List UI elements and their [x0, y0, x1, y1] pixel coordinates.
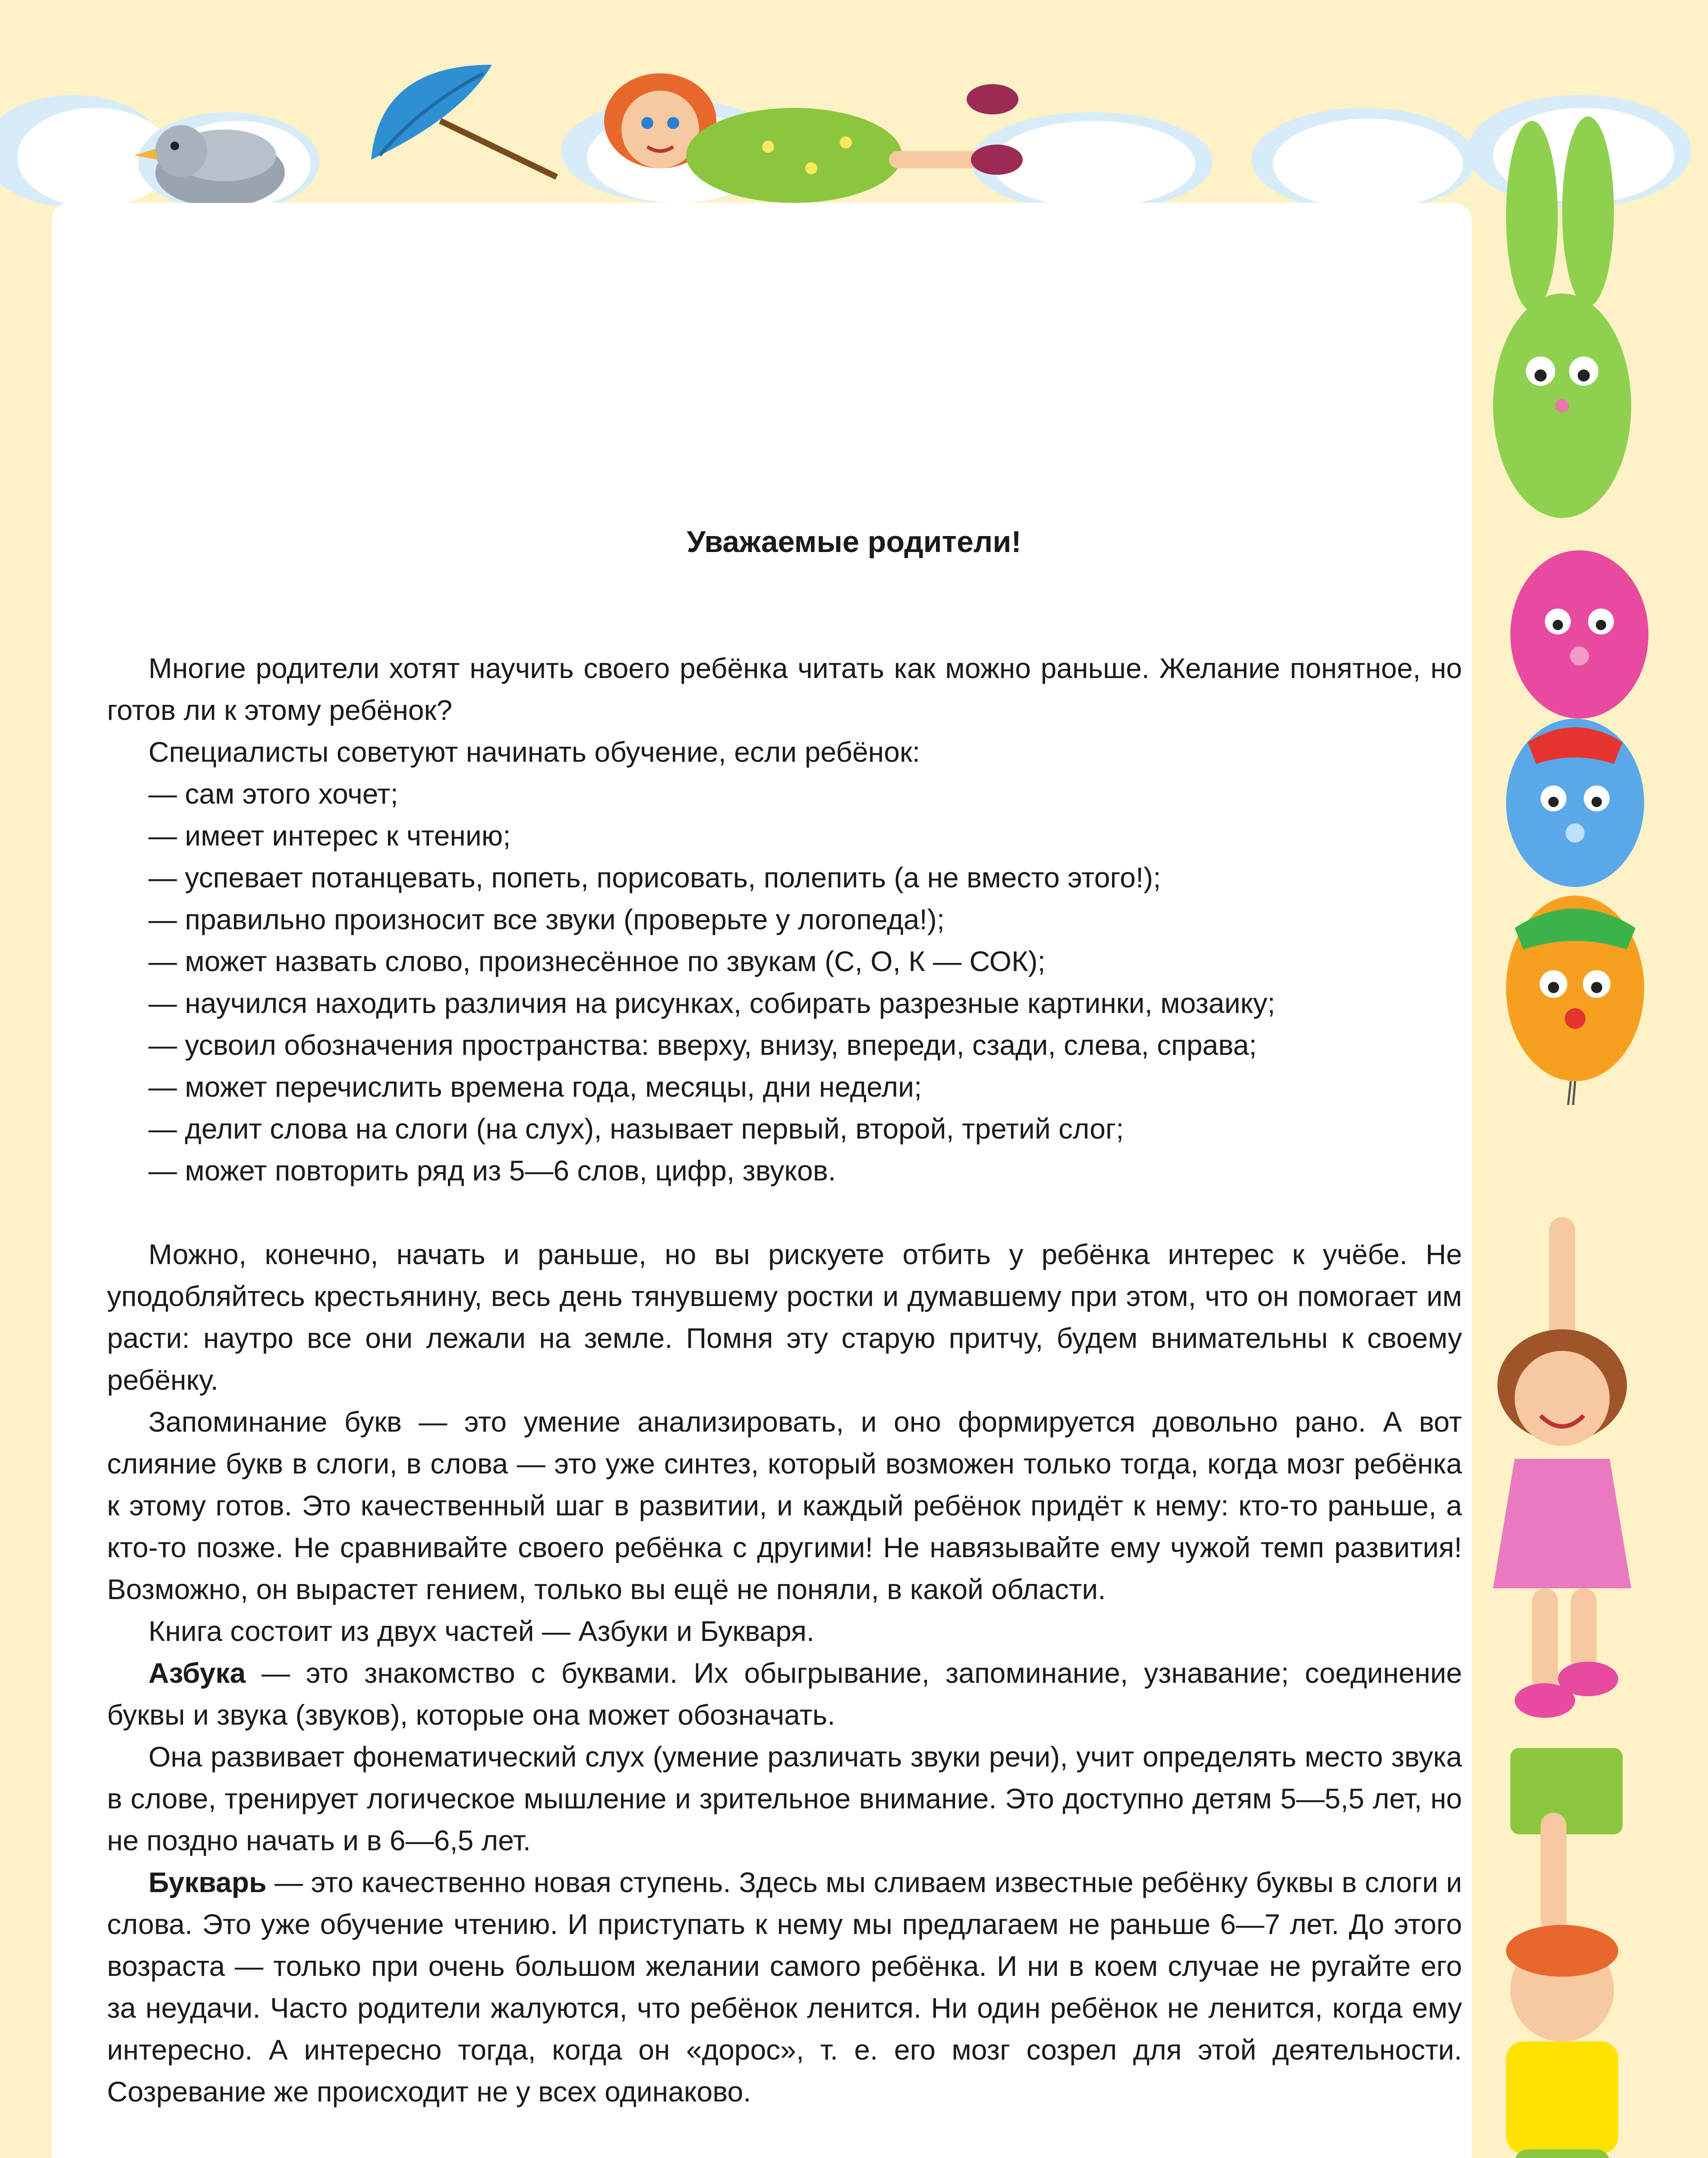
azbuka-description: — это знакомство с буквами. Их обыгрывание, запоминание, узнавание; соединение буквы и звука (звуков), которые она может обозначать.: [107, 1657, 1462, 1731]
paragraph-azbuka: [107, 1652, 1462, 1736]
paragraph-synthesis: Запоминание букв — это умение анализировать, и оно формируется довольно рано. А вот слияние букв в слоги, в слова — это уже синтез, который возможен только тогда, когда мозг ребёнка к этому готов. Это качественный шаг в развитии, и каждый ребёнок придёт к нему: кто-то раньше, а кто-то позже. Не сравнивайте своего ребёнка с другими! Не навязывайте ему чужой темп развития! Возможно, он вырастет гением, только вы ещё не поняли, в какой области.: [107, 1406, 1462, 1605]
orange-balloon-illustration: [1497, 889, 1653, 1105]
page-title: Уважаемые родители!: [687, 525, 1021, 558]
azbuka-term: Азбука: [148, 1657, 246, 1689]
criteria-item: — делит слова на слоги (на слух), называет первый, второй, третий слог;: [148, 1113, 1124, 1145]
criteria-item: — научился находить различия на рисунках, собирать разрезные картинки, мозаику;: [148, 987, 1276, 1019]
paragraph-book-parts: Книга состоит из двух частей — Азбуки и Букваря.: [148, 1615, 815, 1647]
criteria-item: — может повторить ряд из 5—6 слов, цифр, звуков.: [148, 1155, 836, 1186]
umbrella-illustration: [354, 47, 578, 229]
bukvar-term: Букварь: [148, 1866, 267, 1898]
girl-hanging-illustration: [1476, 1217, 1657, 1735]
criteria-item: — успевает потанцевать, попеть, порисовать, полепить (а не вместо этого!);: [148, 861, 1161, 893]
criteria-item: — может перечислить времена года, месяцы, дни недели;: [148, 1071, 922, 1103]
paragraph-criteria-lead: Специалисты советуют начинать обучение, если ребёнок:: [148, 736, 920, 768]
paragraph-azbuka-benefits: Она развивает фонематический слух (умение различать звуки речи), учит определять место звука в слове, тренирует логическое мышление и зрительное внимание. Это доступно детям 5—5,5 лет, но не поздно начать и в 6—6,5 лет.: [107, 1741, 1462, 1856]
pink-balloon-illustration: [1506, 548, 1653, 729]
paragraph-bukvar: [107, 1861, 1462, 2113]
paragraph-intro: Многие родители хотят научить своего ребёнка читать как можно раньше. Желание понятное, но готов ли к этому ребёнок?: [107, 652, 1462, 726]
criteria-item: — усвоил обозначения пространства: вверху, внизу, впереди, сзади, слева, справа;: [148, 1029, 1257, 1061]
blue-balloon-illustration: [1502, 716, 1648, 898]
criteria-item: — может назвать слово, произнесённое по звукам (С, О, К — СОК);: [148, 945, 1046, 977]
criteria-item: — имеет интерес к чтению;: [148, 820, 511, 852]
criteria-item: — сам этого хочет;: [148, 778, 398, 810]
article-body: [107, 647, 1462, 2113]
bunny-balloon-illustration: [1489, 104, 1644, 552]
paragraph-spacer: [107, 1192, 1462, 1234]
paragraph-parable: Можно, конечно, начать и раньше, но вы рискуете отбить у ребёнка интерес к учёбе. Не уподобляйтесь крестьянину, весь день тянувшему ростки и думавшему при этом, что он помогает им расти: наутро все они лежали на земле. Помня эту старую притчу, будем внимательны к своему ребёнку.: [107, 1238, 1462, 1396]
bukvar-description: — это качественно новая ступень. Здесь мы сливаем известные ребёнку буквы в слоги и слова. Это уже обучение чтению. И приступать к нему мы предлагаем не раньше 6—7 лет. До этого возраста — только при очень большом желании самого ребёнка. И ни в коем случае не ругайте его за неудачи. Часто родители жалуются, что ребёнок ленится. Ни один ребёнок не ленится, когда ему интересно. А интересно тогда, когда он «дорос», т. е. его мозг созрел для этой деятельности. Созревание же происходит не у всех одинаково.: [107, 1866, 1462, 2108]
criteria-item: — правильно произносит все звуки (проверьте у логопеда!);: [148, 903, 945, 935]
boy-hanging-illustration: [1476, 1748, 1657, 2158]
